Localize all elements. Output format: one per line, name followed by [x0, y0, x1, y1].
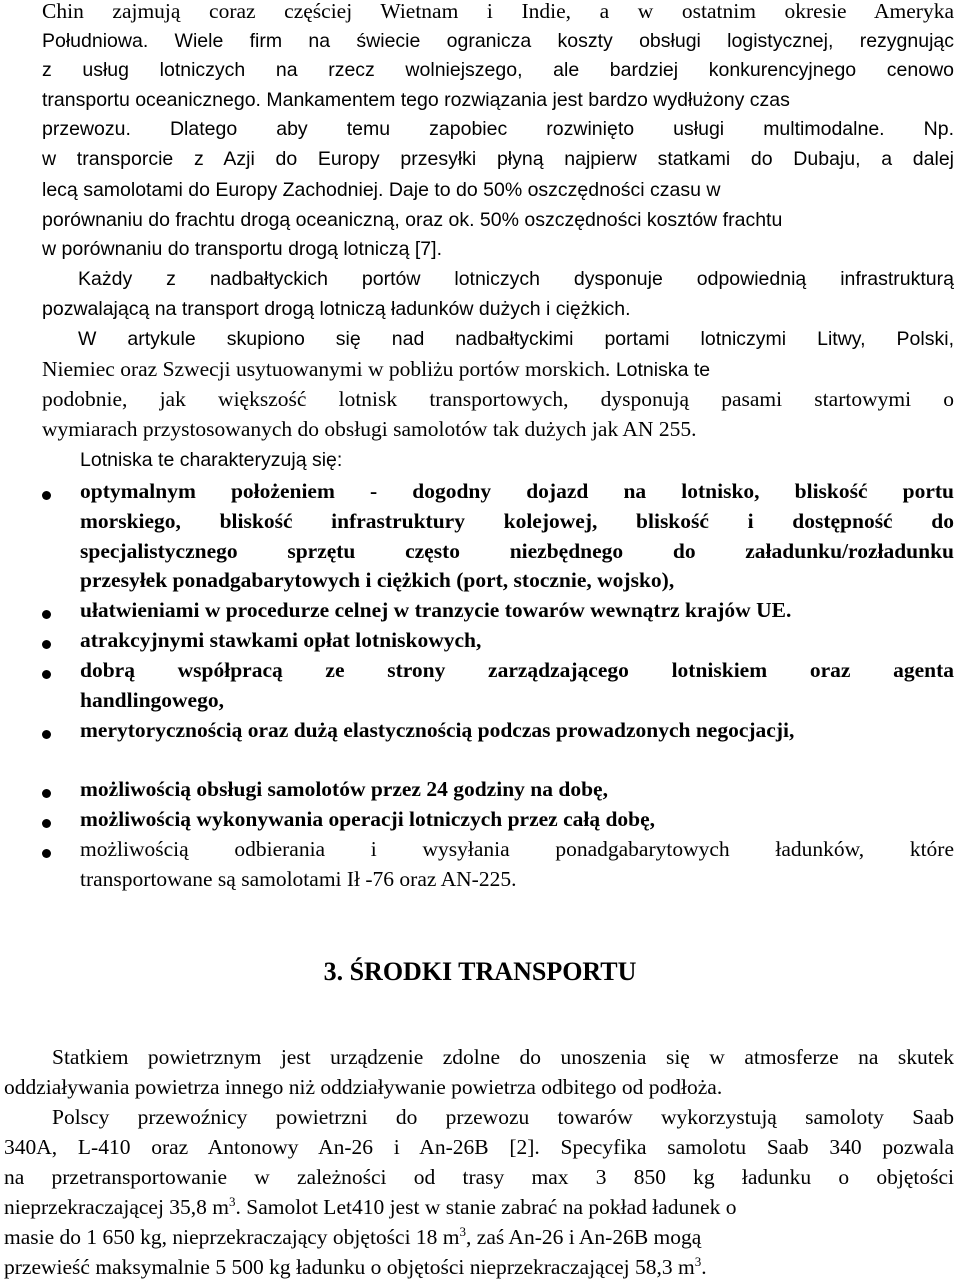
paragraph-text: . — [701, 1255, 707, 1279]
paragraph-text: Południowa. Wiele firm na świecie ogranicza koszty obsługi logistycznej, rezygnując — [42, 30, 954, 52]
paragraph-text: porównaniu do frachtu drogą oceaniczną, oraz ok. — [42, 209, 475, 231]
paragraph-line: oddziaływania powietrza innego niż oddziaływanie powietrza odbitego od podłoża. — [4, 1075, 723, 1099]
paragraph-line: w porównaniu do transportu drogą lotniczą [7]. — [42, 238, 442, 260]
paragraph-line: Polscy przewoźnicy powietrzni do przewozu towarów wykorzystują samoloty Saab — [52, 1105, 954, 1129]
paragraph-text: Daje to do 50% oszczędności czasu w — [388, 179, 721, 201]
paragraph-line — [4, 1223, 954, 1252]
list-intro: Lotniska te charakteryzują się: — [80, 449, 343, 471]
list-item-line: możliwością odbierania i wysyłania ponadgabarytowych ładunków, które — [80, 837, 954, 861]
paragraph-text: przewieść maksymalnie 5 500 kg ładunku o objętości nieprzekraczającej 58,3 m — [4, 1255, 695, 1279]
bullet-icon — [42, 789, 51, 798]
paragraph-line: wymiarach przystosowanych do obsługi samolotów tak dużych jak AN 255. — [42, 417, 697, 441]
paragraph-text: , zaś An-26 i An-26B mogą — [466, 1225, 702, 1249]
paragraph-line: Statkiem powietrznym jest urządzenie zdolne do unoszenia się w atmosferze na skutek — [52, 1045, 954, 1069]
list-item-line: ułatwieniami w procedurze celnej w tranzycie towarów wewnątrz krajów UE. — [80, 598, 792, 622]
list-item-line: możliwością obsługi samolotów przez 24 godziny na dobę, — [80, 777, 608, 801]
section-heading: 3. ŚRODKI TRANSPORTU — [323, 957, 637, 986]
paragraph-line: pozwalającą na transport drogą lotniczą ładunków dużych i ciężkich. — [42, 298, 631, 320]
paragraph-line: na przetransportowanie w zależności od trasy max 3 850 kg ładunku o objętości — [4, 1165, 954, 1189]
list-item-line: specjalistycznego sprzętu często niezbędnego do załadunku/rozładunku — [80, 539, 954, 563]
paragraph-text: transportu oceanicznego. — [42, 89, 261, 111]
bullet-icon — [42, 610, 51, 619]
paragraph-line: 340A, L-410 oraz Antonowy An-26 i An-26B [2]. Specyfika samolotu Saab 340 pozwala — [4, 1135, 954, 1159]
paragraph-line: Każdy z nadbałtyckich portów lotniczych dysponuje odpowiednią infrastrukturą — [78, 268, 954, 290]
list-item-line: merytorycznością oraz dużą elastycznością podczas prowadzonych negocjacji, — [80, 718, 795, 742]
paragraph-text: lecą samolotami do Europy Zachodniej. — [42, 179, 384, 201]
superscript: 3 — [229, 1193, 236, 1209]
bullet-icon — [42, 849, 51, 858]
list-item-line: dobrą współpracą ze strony zarządzającego lotniskiem oraz agenta — [80, 658, 954, 682]
superscript: 3 — [459, 1223, 467, 1239]
paragraph-line — [42, 355, 954, 385]
paragraph-text: masie do 1 650 kg, nieprzekraczający objętości 18 m — [4, 1225, 460, 1249]
list-item-line: optymalnym położeniem - dogodny dojazd na lotnisko, bliskość portu — [80, 479, 954, 503]
paragraph-line — [4, 1253, 954, 1282]
paragraph-line — [42, 26, 954, 56]
list-item-line: przesyłek ponadgabarytowych i ciężkich (port, stocznie, wojsko), — [80, 568, 675, 592]
paragraph-text: Mankamentem tego rozwiązania jest bardzo wydłużony czas — [266, 89, 790, 111]
paragraph-line: przewozu. Dlatego aby temu zapobiec rozwinięto usługi multimodalne. Np. — [42, 118, 954, 140]
paragraph-text: Niemiec oraz Szwecji usytuowanymi w pobliżu portów morskich. — [42, 357, 611, 381]
paragraph-line: podobnie, jak większość lotnisk transportowych, dysponują pasami startowymi o — [42, 387, 954, 411]
bullet-icon — [42, 819, 51, 828]
paragraph-text: Lotniska te — [615, 359, 711, 381]
superscript: 3 — [694, 1253, 702, 1269]
list-item-line: atrakcyjnymi stawkami opłat lotniskowych, — [80, 628, 482, 652]
paragraph-line — [42, 205, 954, 235]
list-item-line: morskiego, bliskość infrastruktury kolejowej, bliskość i dostępność do — [80, 509, 954, 533]
paragraph-line: w transporcie z Azji do Europy przesyłki płyną najpierw statkami do Dubaju, a dalej — [42, 148, 954, 170]
paragraph-line — [42, 175, 954, 205]
paragraph-line: W artykule skupiono się nad nadbałtyckimi portami lotniczymi Litwy, Polski, — [78, 328, 954, 350]
paragraph-text: . Samolot Let410 jest w stanie zabrać na pokład ładunek o — [235, 1195, 737, 1219]
paragraph-text: nieprzekraczającej 35,8 m — [4, 1195, 230, 1219]
bullet-icon — [42, 670, 51, 679]
paragraph-line — [4, 1193, 954, 1222]
list-item-line: transportowane są samolotami Ił -76 oraz AN-225. — [80, 867, 517, 891]
paragraph-line: Chin zajmują coraz częściej Wietnam i Indie, a w ostatnim okresie Ameryka — [42, 0, 954, 23]
list-item-line: możliwością wykonywania operacji lotniczych przez całą dobę, — [80, 807, 656, 831]
paragraph-line — [42, 85, 954, 115]
bullet-icon — [42, 640, 51, 649]
paragraph-line: z usług lotniczych na rzecz wolniejszego, ale bardziej konkurencyjnego cenowo — [42, 59, 954, 81]
bullet-icon — [42, 491, 51, 500]
bullet-icon — [42, 730, 51, 739]
list-item-line: handlingowego, — [80, 688, 224, 712]
paragraph-text: 50% oszczędności kosztów frachtu — [479, 209, 783, 231]
